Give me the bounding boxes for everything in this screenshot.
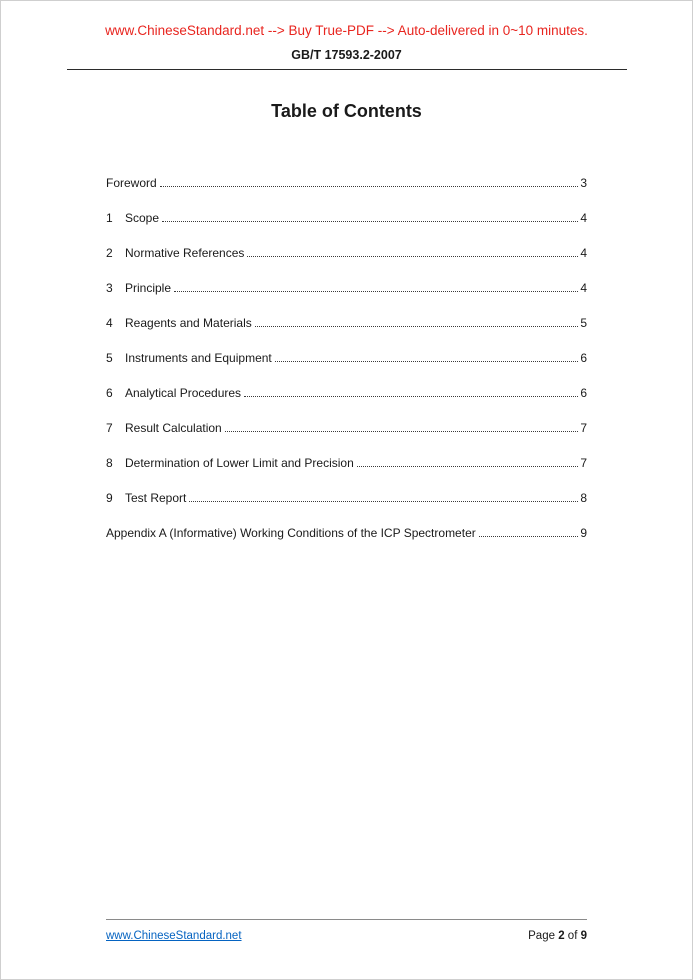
toc-entry [106,421,587,435]
toc-entry-number: 7 [106,421,113,435]
toc-entry-page: 3 [580,176,587,190]
page-indicator-of: of [567,930,578,942]
page-indicator-current: 2 [558,930,565,942]
toc-entry [106,176,587,190]
document-code: GB/T 17593.2-2007 [291,48,402,62]
toc-entry [106,246,587,260]
toc-entry [106,526,587,540]
toc-leader-dots [162,221,578,222]
toc-entry-title: Principle [125,281,172,295]
toc-entry [106,491,587,505]
toc-entry-number: 8 [106,456,113,470]
toc-leader-dots [255,326,579,327]
toc-leader-dots [174,291,578,292]
toc-entry-number: 5 [106,351,113,365]
page-footer [106,919,587,943]
toc-leader-dots [357,466,579,467]
toc-entry [106,386,587,400]
toc-entry-number: 9 [106,491,113,505]
toc-entry-title: Normative References [125,246,245,260]
page-indicator-total: 9 [580,930,587,942]
promo-banner: www.ChineseStandard.net --> Buy True-PDF --> Auto-delivered in 0~10 minutes. [105,23,588,38]
toc-entry-title: Scope [125,211,160,225]
toc-entry-page: 6 [580,351,587,365]
toc-entry-title: Analytical Procedures [125,386,242,400]
toc-leader-dots [275,361,579,362]
toc-entry-page: 5 [580,316,587,330]
toc-leader-dots [160,186,579,187]
toc-entry-page: 4 [580,246,587,260]
toc-entry-page: 4 [580,211,587,225]
toc-leader-dots [479,536,579,537]
toc-entry-number: 4 [106,316,113,330]
toc-entry [106,281,587,295]
toc-entry-number: 2 [106,246,113,260]
toc-entry-title: Reagents and Materials [125,316,252,330]
toc-entry-page: 8 [580,491,587,505]
toc-entry-page: 7 [580,456,587,470]
toc-entry-title: Test Report [125,491,187,505]
toc-entry-title: Appendix A (Informative) Working Conditions of the ICP Spectrometer [106,526,476,540]
toc-entry [106,211,587,225]
toc-entry-page: 9 [580,526,587,540]
toc-entry-title: Foreword [106,176,157,190]
table-of-contents [106,176,587,540]
toc-leader-dots [189,501,578,502]
toc-leader-dots [244,396,578,397]
page-indicator [528,929,587,943]
toc-entry-title: Determination of Lower Limit and Precision [125,456,354,470]
toc-entry-number: 6 [106,386,113,400]
toc-entry-title: Result Calculation [125,421,222,435]
toc-entry-title: Instruments and Equipment [125,351,272,365]
toc-entry [106,456,587,470]
page-title: Table of Contents [271,101,422,121]
page-indicator-prefix: Page [528,930,555,942]
toc-entry-page: 4 [580,281,587,295]
toc-entry-number: 3 [106,281,113,295]
toc-leader-dots [247,256,578,257]
toc-leader-dots [225,431,579,432]
toc-entry [106,316,587,330]
toc-entry-number: 1 [106,211,113,225]
toc-entry [106,351,587,365]
toc-entry-page: 7 [580,421,587,435]
header-divider [67,69,627,70]
footer-link[interactable]: www.ChineseStandard.net [106,930,242,942]
toc-entry-page: 6 [580,386,587,400]
